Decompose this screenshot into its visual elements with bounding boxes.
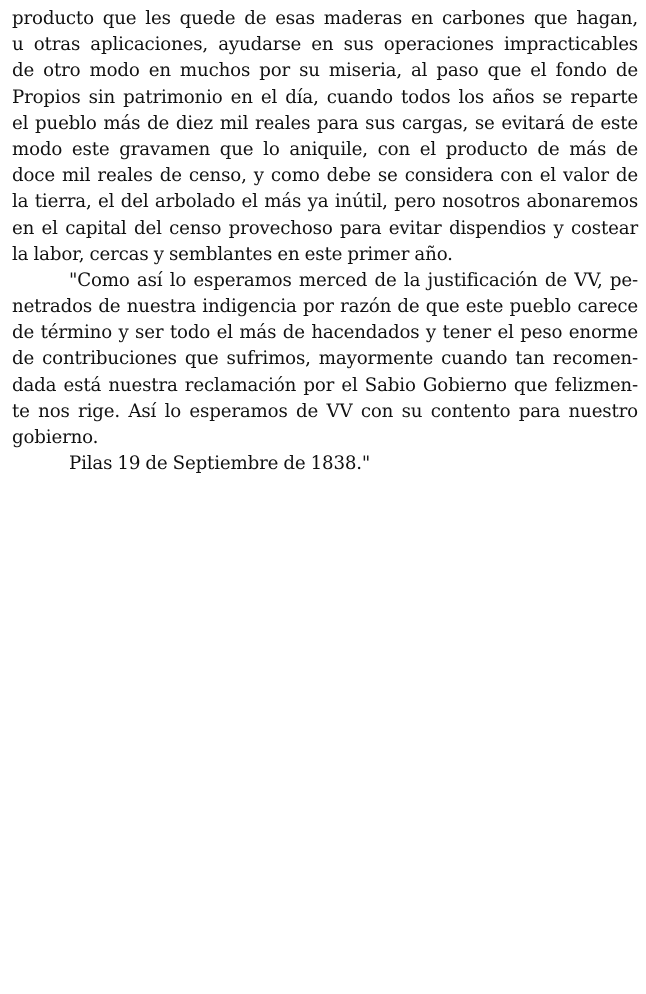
text-line: te nos rige. Así lo esperamos de VV con su contento para nuestro	[12, 400, 638, 422]
text-line: modo este gravamen que lo aniquile, con el producto de más de	[12, 138, 638, 160]
paragraph-2	[12, 268, 638, 451]
text-line: Propios sin patrimonio en el día, cuando todos los años se reparte	[12, 86, 638, 108]
text-line: doce mil reales de censo, y como debe se considera con el valor de	[12, 165, 638, 187]
text-line: en el capital del censo provechoso para evitar dispendios y costear	[12, 217, 638, 239]
text-line: la labor, cercas y semblantes en este primer año.	[12, 243, 453, 265]
text-line: producto que les quede de esas maderas en carbones que hagan,	[12, 8, 638, 29]
text-line: gobierno.	[12, 427, 99, 448]
text-line: "Como así lo esperamos merced de la justificación de VV, pe-	[69, 269, 638, 291]
text-line: el pueblo más de diez mil reales para sus cargas, se evitará de este	[12, 112, 638, 134]
body-text	[12, 6, 638, 477]
paragraph-1	[12, 6, 638, 268]
text-line: de contribuciones que sufrimos, mayormente cuando tan recomen-	[12, 348, 638, 370]
text-line: netrados de nuestra indigencia por razón de que este pueblo carece	[12, 296, 638, 318]
paragraph-3	[12, 451, 638, 477]
signature-date-line: Pilas 19 de Septiembre de 1838."	[69, 453, 371, 475]
text-line: la tierra, el del arbolado el más ya inútil, pero nosotros abonaremos	[12, 191, 638, 213]
text-line: dada está nuestra reclamación por el Sabio Gobierno que felizmen-	[12, 374, 638, 396]
text-line: u otras aplicaciones, ayudarse en sus operaciones impracticables	[12, 34, 638, 56]
text-line: de otro modo en muchos por su miseria, al paso que el fondo de	[12, 60, 638, 82]
text-line: de término y ser todo el más de hacendados y tener el peso enorme	[12, 322, 638, 344]
